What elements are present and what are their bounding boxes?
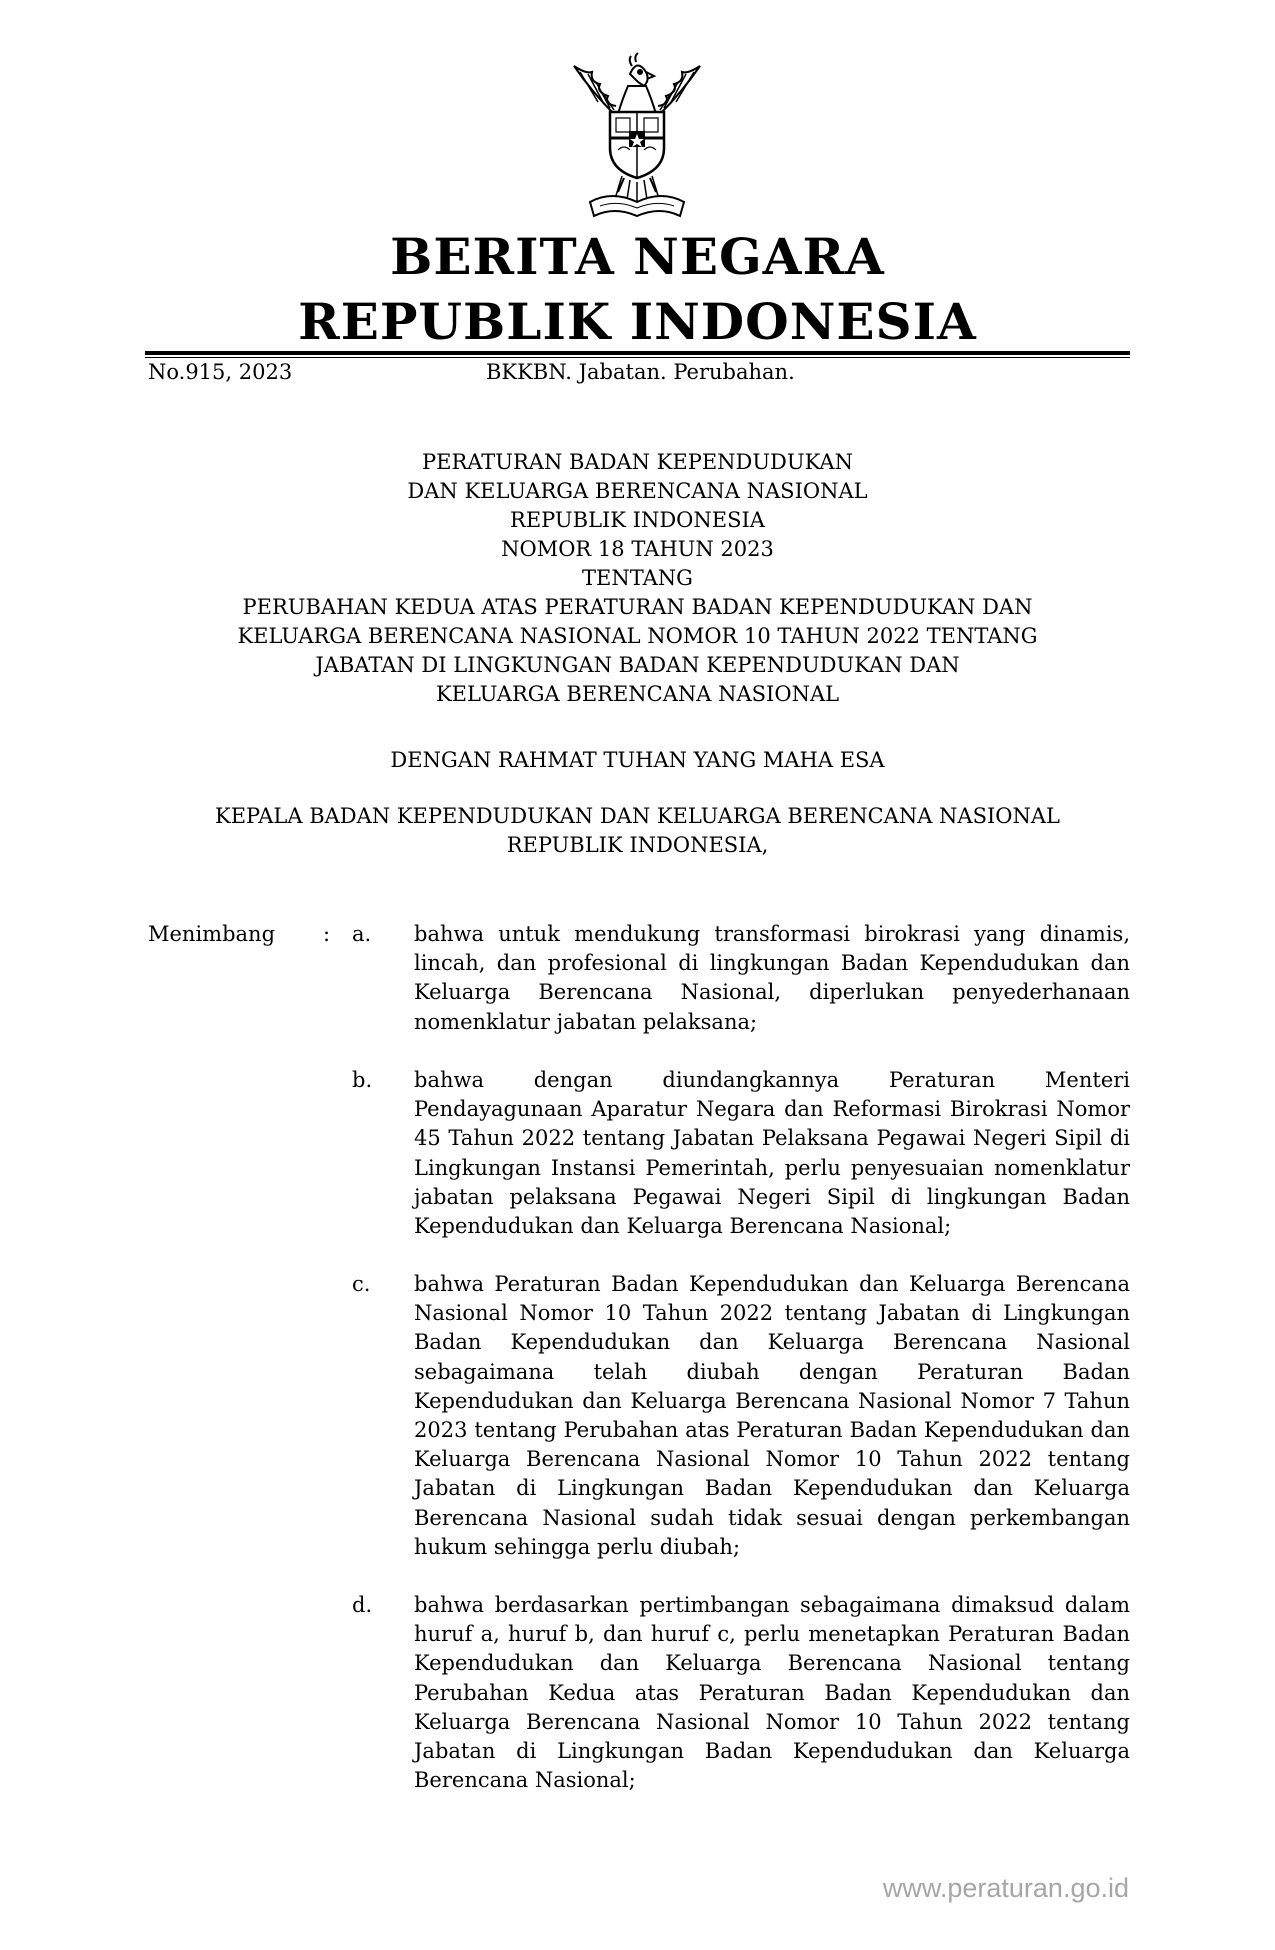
- title-line: KELUARGA BERENCANA NASIONAL: [435, 682, 840, 706]
- garuda-emblem-icon: [552, 52, 722, 230]
- menimbang-label: Menimbang: [148, 922, 276, 946]
- masthead-title-line2: REPUBLIK INDONESIA: [298, 292, 977, 351]
- consideration-text: bahwa untuk mendukung transformasi birokrasi yang dinamis, lincah, dan profesional di lingkungan Badan Kependudukan dan Keluarga Berencana Nasional, diperlukan penyederhanaan nomenklatur jabatan pelaksana;: [414, 922, 1130, 1034]
- regulation-title-block: [145, 448, 1130, 709]
- title-line: KELUARGA BERENCANA NASIONAL NOMOR 10 TAHUN 2022 TENTANG: [237, 624, 1038, 648]
- consideration-letter: d.: [352, 1593, 373, 1617]
- issuer-line: REPUBLIK INDONESIA,: [506, 833, 769, 857]
- menimbang-colon: :: [323, 922, 331, 946]
- consideration-text: bahwa Peraturan Badan Kependudukan dan Keluarga Berencana Nasional Nomor 10 Tahun 2022 tentang Jabatan di Lingkungan Badan Kependudukan dan Keluarga Berencana Nasional sebagaimana telah diubah dengan Peraturan Badan Kependudukan dan Keluarga Berencana Nasional Nomor 7 Tahun 2023 tentang Perubahan atas Peraturan Badan Kependudukan dan Keluarga Berencana Nasional Nomor 10 Tahun 2022 tentang Jabatan di Lingkungan Badan Kependudukan dan Keluarga Berencana Nasional sudah tidak sesuai dengan perkembangan hukum sehingga perlu diubah;: [414, 1272, 1130, 1559]
- title-line: NOMOR 18 TAHUN 2023: [501, 537, 774, 561]
- title-line: DAN KELUARGA BERENCANA NASIONAL: [407, 479, 868, 503]
- issuer-line: KEPALA BADAN KEPENDUDUKAN DAN KELUARGA BERENCANA NASIONAL: [215, 804, 1060, 828]
- consideration-text: bahwa dengan diundangkannya Peraturan Menteri Pendayagunaan Aparatur Negara dan Reformasi Birokrasi Nomor 45 Tahun 2022 tentang Jabatan Pelaksana Pegawai Negeri Sipil di Lingkungan Instansi Pemerintah, perlu penyesuaian nomenklatur jabatan pelaksana Pegawai Negeri Sipil di lingkungan Badan Kependudukan dan Keluarga Berencana Nasional;: [414, 1068, 1130, 1239]
- gazette-number: No.915, 2023: [148, 360, 293, 384]
- consideration-letter: b.: [352, 1068, 373, 1092]
- issuer-block: [145, 802, 1130, 860]
- masthead-title-line1: BERITA NEGARA: [390, 227, 885, 286]
- footer-website-link[interactable]: www.peraturan.go.id: [882, 1873, 1129, 1903]
- consideration-text: bahwa berdasarkan pertimbangan sebagaimana dimaksud dalam huruf a, huruf b, dan huruf c, perlu menetapkan Peraturan Badan Kependudukan dan Keluarga Berencana Nasional tentang Perubahan Kedua atas Peraturan Badan Kependudukan dan Keluarga Berencana Nasional Nomor 10 Tahun 2022 tentang Jabatan di Lingkungan Badan Kependudukan dan Keluarga Berencana Nasional;: [414, 1593, 1130, 1793]
- masthead-divider-thin: [145, 357, 1130, 358]
- title-line: JABATAN DI LINGKUNGAN BADAN KEPENDUDUKAN DAN: [315, 653, 960, 677]
- rahmat-statement: DENGAN RAHMAT TUHAN YANG MAHA ESA: [390, 748, 885, 772]
- consideration-letter: c.: [352, 1272, 371, 1296]
- title-line: PERATURAN BADAN KEPENDUDUKAN: [422, 450, 853, 474]
- title-line: TENTANG: [582, 566, 693, 590]
- title-line: PERUBAHAN KEDUA ATAS PERATURAN BADAN KEPENDUDUKAN DAN: [242, 595, 1033, 619]
- gazette-subject: BKKBN. Jabatan. Perubahan.: [486, 360, 795, 384]
- title-line: REPUBLIK INDONESIA: [510, 508, 765, 532]
- masthead-divider-thick: [145, 351, 1130, 355]
- consideration-letter: a.: [352, 922, 372, 946]
